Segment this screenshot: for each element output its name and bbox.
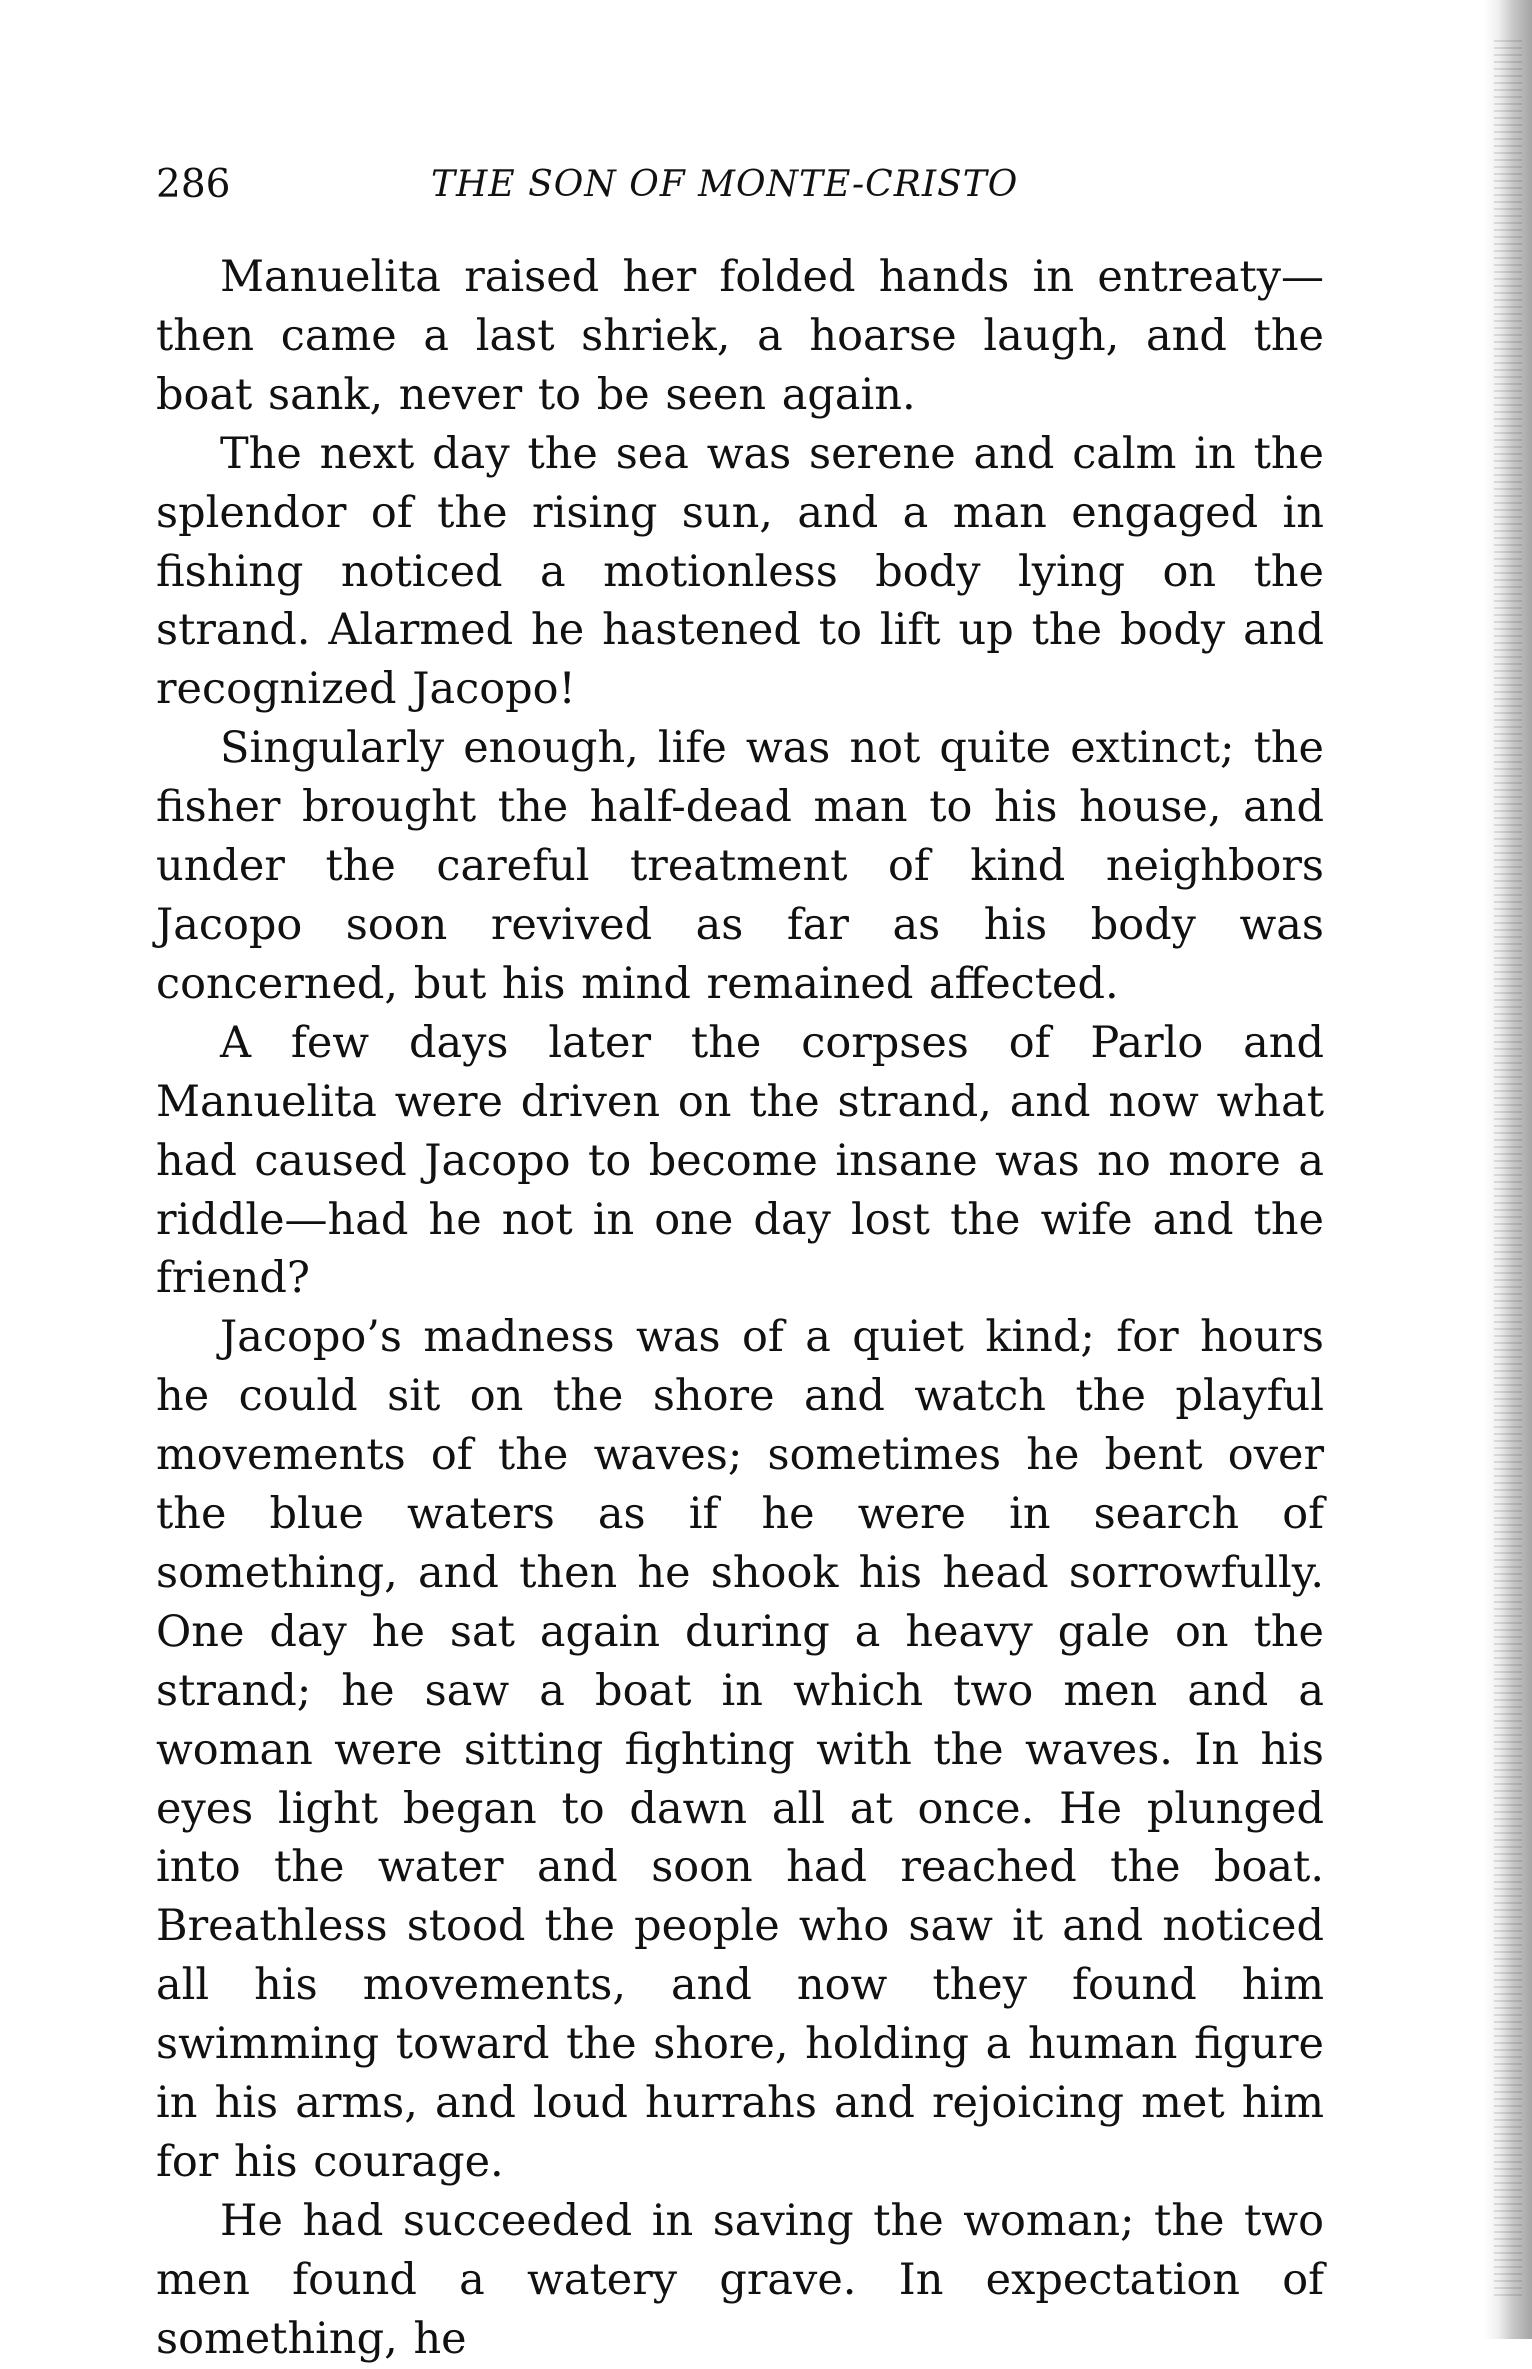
scan-edge-speckle	[1494, 40, 1522, 2300]
paragraph-saving-woman: He had succeeded in saving the woman; the two men found a watery grave. In expectation of something, he	[156, 2195, 1324, 2364]
running-head	[156, 160, 1331, 220]
paragraph-next-day: The next day the sea was serene and calm in the splendor of the rising sun, and a man engaged in fishing noticed a motionless body lying on the strand. Alarmed he hastened to lift up the body and recognized Jacopo!	[156, 428, 1324, 715]
body-text	[156, 248, 1324, 2369]
paragraph-manuelita-entreaty: Manuelita raised her folded hands in entreaty—then came a last shriek, a hoarse laugh, and the boat sank, never to be seen again.	[156, 252, 1324, 420]
page-number: 286	[156, 162, 231, 207]
paragraph-corpses-driven: A few days later the corpses of Parlo and Manuelita were driven on the strand, and now what had caused Jacopo to become insane was no more a riddle—had he not in one day lost the wife and the friend?	[156, 1017, 1324, 1304]
paragraph-life-not-extinct: Singularly enough, life was not quite extinct; the fisher brought the half-dead man to his house, and under the careful treatment of kind neighbors Jacopo soon revived as far as his body was concerned, but his mind remained affected.	[156, 723, 1324, 1009]
paragraph-jacopo-madness: Jacopo’s madness was of a quiet kind; for hours he could sit on the shore and watch the playful movements of the waves; sometimes he bent over the blue waters as if he were in search of something, and then he shook his head sorrowfully. One day he sat again during a heavy gale on the strand; he saw a boat in which two men and a woman were sitting fighting with the waves. In his eyes light began to dawn all at once. He plunged into the water and soon had reached the boat. Breathless stood the people who saw it and noticed all his movements, and now they found him swimming toward the shore, holding a human figure in his arms, and loud hurrahs and rejoicing met him for his courage.	[156, 1312, 1324, 2187]
running-title: THE SON OF MONTE-CRISTO	[431, 164, 1019, 205]
